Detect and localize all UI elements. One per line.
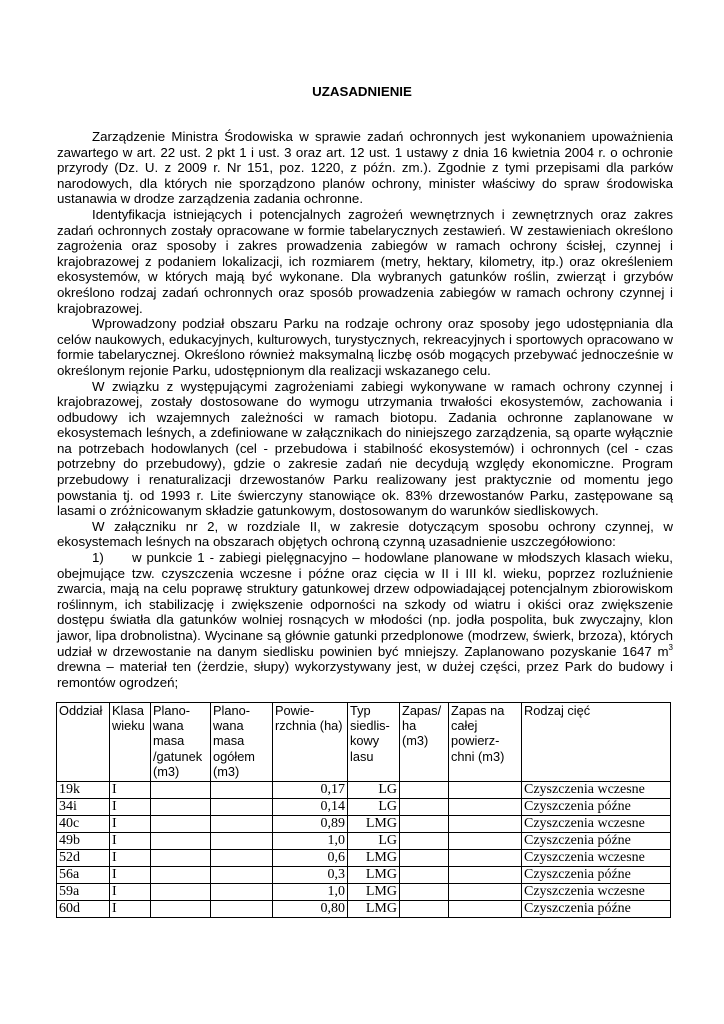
header-typ-siedliskowy: Typ siedlis-kowy lasu: [348, 703, 400, 782]
table-row: [57, 884, 671, 901]
cell-rodzaj: Czyszczenia wczesne: [522, 884, 671, 901]
cell-masa-gatunek: [151, 782, 211, 799]
header-powierzchnia: Powie-rzchnia (ha): [273, 703, 348, 782]
cell-zapas-calej: [449, 867, 522, 884]
cell-rodzaj: Czyszczenia wczesne: [522, 816, 671, 833]
cell-masa-gatunek: [151, 884, 211, 901]
paragraph: Identyfikacja istniejących i potencjalnych zagrożeń wewnętrznych i zewnętrznych oraz zakres zadań ochronnych zostały opracowane w formie tabelarycznych zestawień. W zestawieniach określono zagrożenia oraz sposoby i zakres prowadzenia zabiegów w ramach ochrony ścisłej, czynnej i krajobrazowej z podaniem lokalizacji, ich rozmiarem (metry, hektary, kilometry, itp.) oraz określeniem ekosystemów, w których mają być wykonane. Dla wybranych gatunków roślin, zwierząt i grzybów określono rodzaj zadań ochronnych oraz sposób prowadzenia zabiegów w ramach ochrony czynnej i krajobrazowej.: [57, 206, 673, 316]
cell-zapas-calej: [449, 884, 522, 901]
cell-masa-gatunek: [151, 833, 211, 850]
cell-powierzchnia: 0,3: [273, 867, 348, 884]
cell-zapas-calej: [449, 816, 522, 833]
cell-oddzial: 40c: [57, 816, 110, 833]
cell-oddzial: 52d: [57, 850, 110, 867]
cell-rodzaj: Czyszczenia wczesne: [522, 850, 671, 867]
cell-oddzial: 59a: [57, 884, 110, 901]
cell-rodzaj: Czyszczenia wczesne: [522, 782, 671, 799]
table-row: [57, 901, 671, 918]
cell-masa-ogolem: [211, 833, 273, 850]
cell-klasa: I: [110, 884, 151, 901]
list-item-text: w punkcie 1 - zabiegi pielęgnacyjno – hodowlane planowane w młodszych klasach wieku, obejmujące tzw. czyszczenia wczesne i późne oraz cięcia w II i III kl. wieku, poprzez rozluźnienie zwarcia, mają na celu poprawę struktury gatunkowej drzew odpowiadającej potencjalnym zbiorowiskom roślinnym, ich stabilizację i zwiększenie odporności na szkody od wiatru i okiści oraz zwiększenie dostępu światła dla gatunków wolniej rosnących w młodości (np. jodła pospolita, buk zwyczajny, klon jawor, lipa drobnolistna). Wycinane są głównie gatunki przedplonowe (modrzew, świerk, brzoza), których udział w drzewostanie na danym siedlisku powinien być mniejszy. Zaplanowano pozyskanie 1647 m: [57, 550, 673, 659]
table-row: [57, 850, 671, 867]
cell-oddzial: 19k: [57, 782, 110, 799]
header-zapas-ha: Zapas/ ha (m3): [400, 703, 449, 782]
header-oddzial: Oddział: [57, 703, 110, 782]
cell-zapas-ha: [400, 901, 449, 918]
paragraph: W związku z występującymi zagrożeniami zabiegi wykonywane w ramach ochrony czynnej i krajobrazowej, zostały dostosowane do wymogu utrzymania trwałości ekosystemów, zachowania i odbudowy ich wzajemnych zależności w ramach biotopu. Zadania ochronne zaplanowane w ekosystemach leśnych, a zdefiniowane w załącznikach do niniejszego zarządzenia, są oparte wyłącznie na potrzebach hodowlanych (cel - przebudowa i stabilność ekosystemów) i ochronnych (cel - czas potrzebny do przebudowy), gdzie o zakresie zadań nie decydują względy ekonomiczne. Program przebudowy i renaturalizacji drzewostanów Parku realizowany jest praktycznie od momentu jego powstania tj. od 1993 r. Lite świerczyny stanowiące ok. 83% drzewostanów Parku, zastępowane są lasami o zróżnicowanym składzie gatunkowym, dostosowanym do warunków siedliskowych.: [57, 378, 673, 519]
cell-klasa: I: [110, 850, 151, 867]
cell-oddzial: 49b: [57, 833, 110, 850]
cell-rodzaj: Czyszczenia późne: [522, 799, 671, 816]
cell-zapas-ha: [400, 884, 449, 901]
table-row: [57, 799, 671, 816]
cell-zapas-calej: [449, 799, 522, 816]
cell-typ: LG: [348, 782, 400, 799]
table-row: [57, 867, 671, 884]
cell-oddzial: 56a: [57, 867, 110, 884]
cell-klasa: I: [110, 799, 151, 816]
cell-masa-gatunek: [151, 850, 211, 867]
cell-zapas-ha: [400, 799, 449, 816]
cell-oddzial: 34i: [57, 799, 110, 816]
header-rodzaj-ciec: Rodzaj cięć: [522, 703, 671, 782]
list-item: [57, 550, 673, 690]
cell-oddzial: 60d: [57, 901, 110, 918]
table-body: [57, 782, 671, 918]
cell-zapas-ha: [400, 816, 449, 833]
cell-zapas-ha: [400, 833, 449, 850]
cell-powierzchnia: 0,17: [273, 782, 348, 799]
cell-typ: LMG: [348, 901, 400, 918]
superscript: 3: [668, 642, 673, 652]
cell-masa-gatunek: [151, 867, 211, 884]
cell-zapas-ha: [400, 850, 449, 867]
cell-klasa: I: [110, 782, 151, 799]
cell-typ: LMG: [348, 867, 400, 884]
cell-klasa: I: [110, 901, 151, 918]
paragraph: W załączniku nr 2, w rozdziale II, w zakresie dotyczącym sposobu ochrony czynnej, w ekosystemach leśnych na obszarach objętych ochroną czynną uzasadnienie uszczegółowiono:: [57, 518, 673, 550]
cell-typ: LMG: [348, 884, 400, 901]
list-item-text-end: drewna – materiał ten (żerdzie, słupy) wykorzystywany jest, w dużej części, przez Park do budowy i remontów ogrodzeń;: [57, 659, 673, 690]
table-header-row: [57, 703, 671, 782]
cell-rodzaj: Czyszczenia późne: [522, 833, 671, 850]
cell-powierzchnia: 0,6: [273, 850, 348, 867]
cell-typ: LMG: [348, 850, 400, 867]
table-row: [57, 782, 671, 799]
cuttings-table: [56, 702, 671, 918]
cell-powierzchnia: 0,89: [273, 816, 348, 833]
cell-masa-gatunek: [151, 901, 211, 918]
table-row: [57, 833, 671, 850]
header-klasa-wieku: Klasa wieku: [110, 703, 151, 782]
cell-powierzchnia: 0,14: [273, 799, 348, 816]
cell-masa-ogolem: [211, 884, 273, 901]
list-item-number: 1): [92, 550, 104, 566]
header-zapas-calej: Zapas na całej powierz-chni (m3): [449, 703, 522, 782]
cell-zapas-calej: [449, 850, 522, 867]
cell-masa-ogolem: [211, 799, 273, 816]
header-masa-gatunek: Plano-wana masa /gatunek (m3): [151, 703, 211, 782]
document-title: UZASADNIENIE: [312, 84, 412, 99]
cell-zapas-ha: [400, 867, 449, 884]
cell-zapas-calej: [449, 833, 522, 850]
cell-typ: LMG: [348, 816, 400, 833]
cell-masa-gatunek: [151, 816, 211, 833]
cell-masa-ogolem: [211, 782, 273, 799]
cell-masa-ogolem: [211, 816, 273, 833]
cell-typ: LG: [348, 799, 400, 816]
header-masa-ogolem: Plano-wana masa ogółem (m3): [211, 703, 273, 782]
cell-zapas-ha: [400, 782, 449, 799]
cell-klasa: I: [110, 867, 151, 884]
paragraph: Wprowadzony podział obszaru Parku na rodzaje ochrony oraz sposoby jego udostępniania dla celów naukowych, edukacyjnych, kulturowych, turystycznych, rekreacyjnych i sportowych opracowano w formie tabelarycznej. Określono również maksymalną liczbę osób mogących przebywać jednocześnie w określonym rejonie Parku, udostępnionym dla realizacji wskazanego celu.: [57, 316, 673, 378]
cell-masa-ogolem: [211, 901, 273, 918]
cell-masa-ogolem: [211, 850, 273, 867]
cell-klasa: I: [110, 833, 151, 850]
cell-powierzchnia: 1,0: [273, 833, 348, 850]
cell-klasa: I: [110, 816, 151, 833]
cell-zapas-calej: [449, 901, 522, 918]
cell-powierzchnia: 1,0: [273, 884, 348, 901]
cell-masa-ogolem: [211, 867, 273, 884]
table-row: [57, 816, 671, 833]
cell-powierzchnia: 0,80: [273, 901, 348, 918]
cell-rodzaj: Czyszczenia późne: [522, 867, 671, 884]
cell-masa-gatunek: [151, 799, 211, 816]
cell-rodzaj: Czyszczenia późne: [522, 901, 671, 918]
paragraph: Zarządzenie Ministra Środowiska w sprawie zadań ochronnych jest wykonaniem upoważnienia zawartego w art. 22 ust. 2 pkt 1 i ust. 3 oraz art. 12 ust. 1 ustawy z dnia 16 kwietnia 2004 r. o ochronie przyrody (Dz. U. z 2009 r. Nr 151, poz. 1220, z późn. zm.). Zgodnie z tymi przepisami dla parków narodowych, dla których nie sporządzono planów ochrony, minister właściwy do spraw środowiska ustanawia w drodze zarządzenia zadania ochronne.: [57, 129, 673, 207]
cell-zapas-calej: [449, 782, 522, 799]
body-text: [57, 129, 673, 690]
cell-typ: LG: [348, 833, 400, 850]
